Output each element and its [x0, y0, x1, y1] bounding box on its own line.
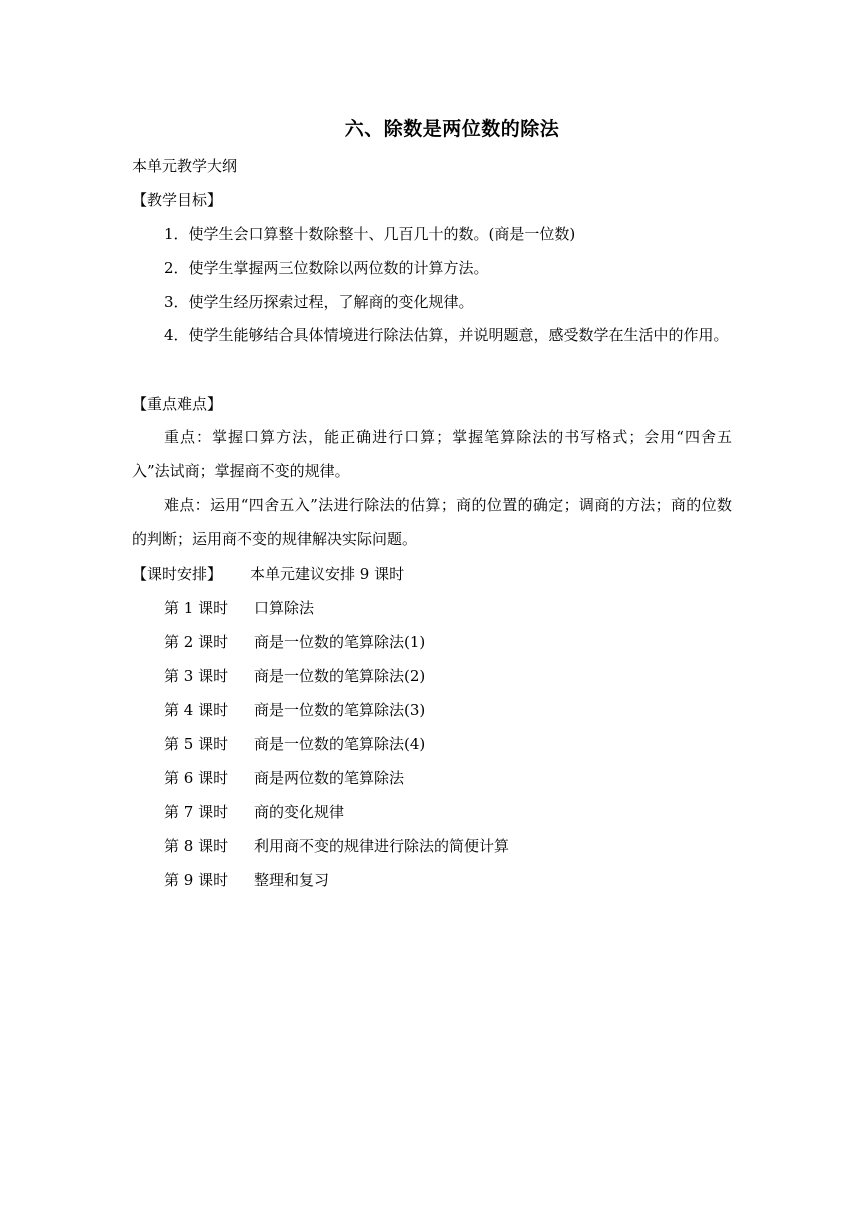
- key-points-heading: 【重点难点】: [132, 395, 223, 413]
- lesson-number: 第 3 课时: [164, 667, 229, 685]
- lesson-topic: 利用商不变的规律进行除法的简便计算: [254, 837, 510, 855]
- lesson-topic: 商是一位数的笔算除法(4): [254, 735, 426, 753]
- lesson-number: 第 9 课时: [164, 871, 229, 889]
- outline-label: 本单元教学大纲: [132, 157, 238, 175]
- schedule-row: [132, 563, 404, 585]
- lesson-topic: 商是两位数的笔算除法: [254, 769, 405, 787]
- lesson-number: 第 8 课时: [164, 837, 229, 855]
- lesson-row: [164, 767, 404, 789]
- objective-item: 1．使学生会口算整十数除整十、几百几十的数。(商是一位数): [164, 225, 576, 243]
- lesson-number: 第 7 课时: [164, 803, 229, 821]
- objective-item: 3．使学生经历探索过程，了解商的变化规律。: [164, 293, 474, 311]
- lesson-row: [164, 631, 425, 653]
- key-point-text: 重点：掌握口算方法，能正确进行口算；掌握笔算除法的书写格式；会用“四舍五入”法试商；掌握商不变的规律。: [132, 428, 732, 480]
- difficulty-text: 难点：运用“四舍五入”法进行除法的估算；商的位置的确定；调商的方法；商的位数的判断；运用商不变的规律解决实际问题。: [132, 496, 732, 548]
- lesson-number: 第 5 课时: [164, 735, 229, 753]
- lesson-number: 第 6 课时: [164, 769, 229, 787]
- objective-item: 4．使学生能够结合具体情境进行除法估算，并说明题意，感受数学在生活中的作用。: [164, 326, 729, 344]
- objectives-heading: 【教学目标】: [132, 191, 223, 209]
- lesson-topic: 商是一位数的笔算除法(3): [254, 701, 426, 719]
- lesson-row: [164, 699, 425, 721]
- lesson-topic: 商是一位数的笔算除法(1): [254, 633, 426, 651]
- lesson-topic: 商是一位数的笔算除法(2): [254, 667, 426, 685]
- lesson-row: [164, 733, 425, 755]
- schedule-heading: 【课时安排】: [132, 565, 223, 583]
- page-title: 六、除数是两位数的除法: [344, 118, 560, 140]
- objective-item: 2．使学生掌握两三位数除以两位数的计算方法。: [164, 259, 489, 277]
- lesson-number: 第 1 课时: [164, 599, 229, 617]
- lesson-topic: 整理和复习: [254, 871, 330, 889]
- lesson-number: 第 2 课时: [164, 633, 229, 651]
- schedule-summary: 本单元建议安排 9 课时: [250, 565, 405, 583]
- lesson-row: [164, 869, 329, 891]
- lesson-row: [164, 835, 509, 857]
- lesson-row: [164, 665, 425, 687]
- lesson-number: 第 4 课时: [164, 701, 229, 719]
- lesson-topic: 口算除法: [254, 599, 315, 617]
- lesson-topic: 商的变化规律: [254, 803, 345, 821]
- lesson-row: [164, 597, 314, 619]
- lesson-row: [164, 801, 344, 823]
